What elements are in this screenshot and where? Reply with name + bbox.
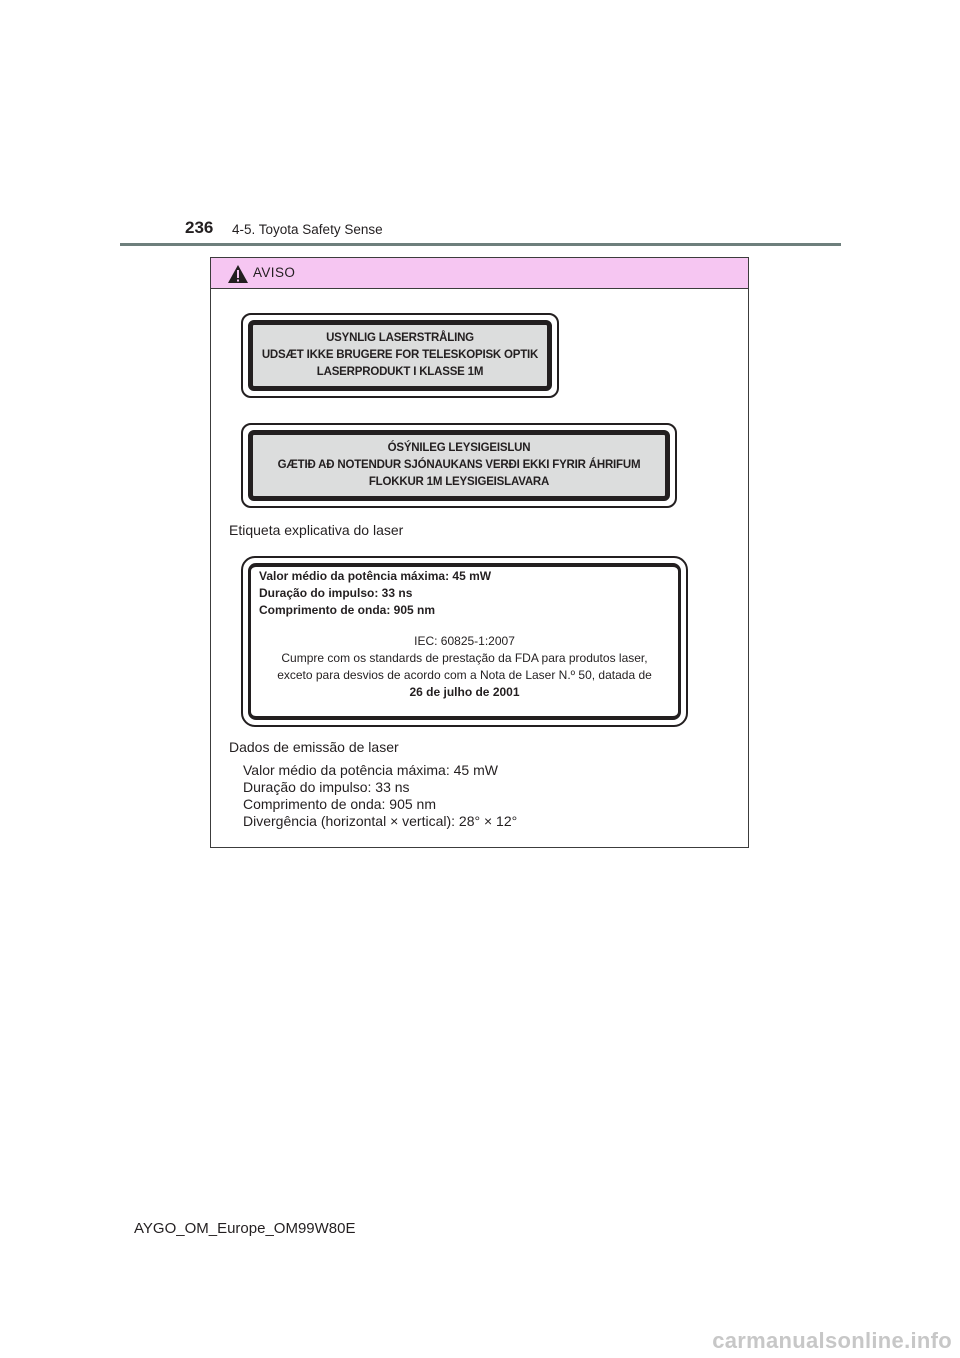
label-panel [248, 430, 670, 501]
data-date: 26 de julho de 2001 [409, 685, 520, 699]
footer-document-id: AYGO_OM_Europe_OM99W80E [134, 1220, 356, 1237]
data-line-pulse: Duração do impulso: 33 ns [259, 586, 413, 600]
emission-item: Divergência (horizontal × vertical): 28° × 12° [243, 813, 518, 829]
laser-warning-label-icelandic [241, 423, 677, 508]
emission-title: Dados de emissão de laser [229, 739, 399, 755]
data-compliance-2: exceto para desvios de acordo com a Nota de Laser N.º 50, datada de [277, 668, 652, 682]
header-rule [120, 243, 841, 246]
watermark: carmanualsonline.info [712, 1328, 952, 1353]
data-label-panel [248, 563, 681, 720]
label-line: USYNLIG LASERSTRÅLING [326, 332, 474, 344]
emission-item: Duração do impulso: 33 ns [243, 779, 410, 795]
label-panel [248, 320, 552, 391]
data-compliance-1: Cumpre com os standards de prestação da FDA para produtos laser, [281, 651, 648, 665]
emission-item: Valor médio da potência máxima: 45 mW [243, 762, 498, 778]
warning-triangle-icon [227, 264, 249, 284]
laser-data-label [241, 556, 688, 727]
section-title: 4-5. Toyota Safety Sense [232, 222, 383, 237]
emission-item: Comprimento de onda: 905 nm [243, 796, 436, 812]
label-line: FLOKKUR 1M LEYSIGEISLAVARA [368, 476, 550, 488]
data-line-wavelength: Comprimento de onda: 905 nm [259, 603, 436, 617]
page-number: 236 [185, 218, 214, 237]
label-line: UDSÆT IKKE BRUGERE FOR TELESKOPISK OPTIK [261, 349, 539, 361]
label-line: GÆTIÐ AÐ NOTENDUR SJÓNAUKANS VERÐI EKKI FYRIR ÁHRIFUM [277, 459, 641, 471]
caption-explanatory-label: Etiqueta explicativa do laser [229, 522, 404, 538]
label-line: LASERPRODUKT I KLASSE 1M [316, 366, 484, 378]
warning-title: AVISO [253, 265, 296, 280]
data-standard: IEC: 60825-1:2007 [414, 634, 515, 648]
label-line: ÓSÝNILEG LEYSIGEISLUN [387, 442, 531, 454]
laser-warning-label-danish [241, 313, 559, 398]
warning-header [211, 258, 748, 289]
data-line-power: Valor médio da potência máxima: 45 mW [259, 569, 492, 583]
